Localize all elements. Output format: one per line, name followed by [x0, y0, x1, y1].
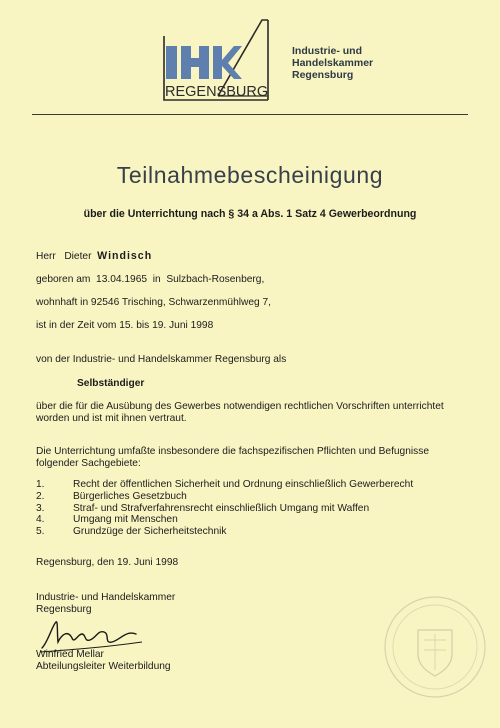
org-line: Industrie- und [292, 45, 362, 57]
list-item [36, 491, 413, 503]
list-item-text: Bürgerliches Gesetzbuch [73, 490, 187, 502]
signer-name: Winfried Mellar [36, 649, 104, 660]
birth-date: 13.04.1965 [96, 274, 148, 285]
place-date: Regensburg, den 19. Juni 1998 [36, 557, 179, 568]
list-item-number: 3. [36, 502, 45, 514]
paragraph-line: worden und ist mit ihnen vertraut. [36, 413, 187, 424]
paragraph-line: folgender Sachgebiete: [36, 458, 141, 469]
list-item-text: Umgang mit Menschen [73, 514, 178, 526]
logo-city-text: REGENSBURG [165, 84, 269, 100]
birth-place: Sulzbach-Rosenberg, [166, 274, 265, 285]
organization-name [292, 45, 373, 81]
issuer-line: von der Industrie- und Handelskammer Regensburg als [36, 354, 287, 365]
role-label: Selbständiger [77, 378, 145, 389]
embossed-seal [380, 592, 490, 702]
person-name-line [36, 250, 152, 262]
list-item-text: Recht der öffentlichen Sicherheit und Ordnung einschließlich Gewerberecht [73, 479, 414, 490]
last-name: Windisch [97, 250, 153, 262]
list-item [36, 514, 413, 526]
list-item [36, 479, 413, 491]
list-item-number: 5. [36, 526, 45, 538]
header-divider [32, 114, 468, 115]
list-item-number: 2. [36, 490, 45, 502]
issuer-city: Regensburg [36, 604, 92, 615]
list-item-text: Grundzüge der Sicherheitstechnik [73, 526, 227, 538]
birth-label: geboren am [36, 274, 91, 285]
ihk-mark [166, 46, 242, 79]
ihk-logo [118, 12, 286, 107]
document-subtitle: über die Unterrichtung nach § 34 a Abs. 1 Satz 4 Gewerbeordnung [83, 208, 417, 220]
list-item [36, 526, 413, 538]
list-item [36, 503, 413, 515]
birth-line [36, 274, 264, 285]
document-title: Teilnahmebescheinigung [116, 162, 384, 188]
paragraph-line: über die für die Ausübung des Gewerbes notwendigen rechtlichen Vorschriften unterrichtet [36, 401, 444, 412]
salutation: Herr [36, 251, 56, 262]
topics-list [36, 479, 413, 538]
org-line: Regensburg [292, 69, 354, 81]
period-line: ist in der Zeit vom 15. bis 19. Juni 1998 [36, 320, 214, 331]
paragraph-line: Die Unterrichtung umfaßte insbesondere die fachspezifischen Pflichten und Befugnisse [36, 446, 430, 457]
signer-title: Abteilungsleiter Weiterbildung [36, 661, 171, 672]
residence-line: wohnhaft in 92546 Trisching, Schwarzenmühlweg 7, [36, 297, 272, 308]
issuer-name: Industrie- und Handelskammer [36, 592, 176, 603]
birth-in: in [152, 274, 161, 285]
list-item-number: 1. [36, 479, 45, 490]
org-line: Handelskammer [292, 57, 374, 69]
first-name: Dieter [64, 251, 92, 262]
list-item-number: 4. [36, 514, 45, 526]
list-item-text: Straf- und Strafverfahrensrecht einschließlich Umgang mit Waffen [73, 502, 370, 514]
